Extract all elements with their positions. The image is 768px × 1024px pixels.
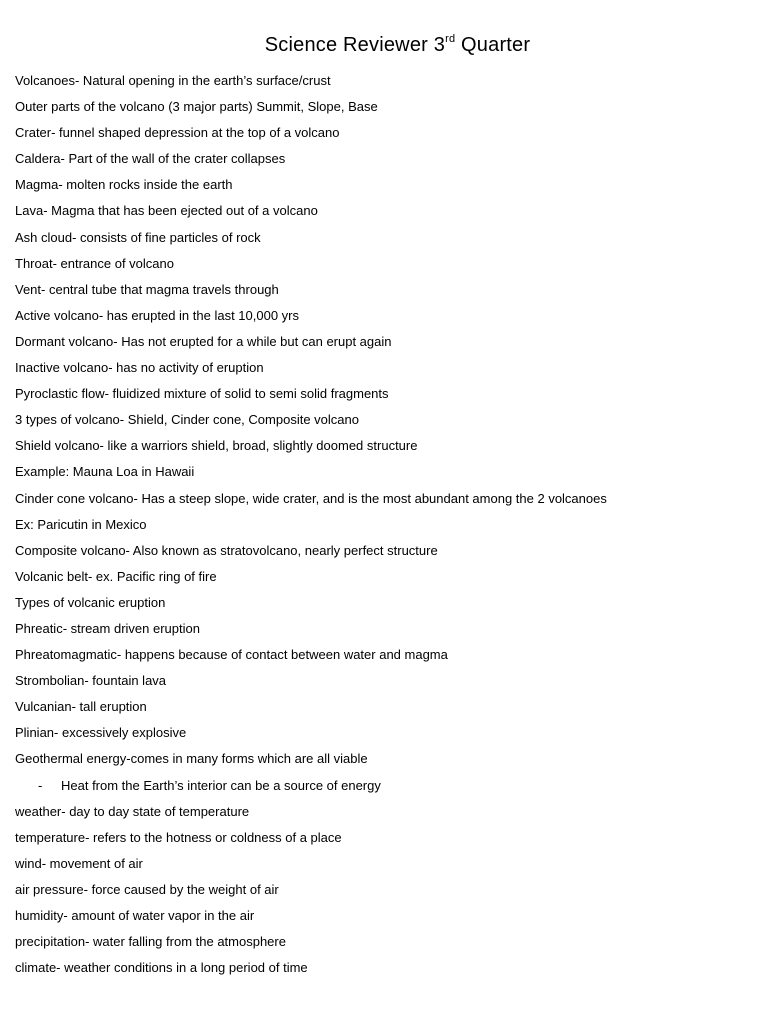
text-line: Plinian- excessively explosive [15,725,187,741]
bullet-dash: - [38,777,43,793]
text-line: Magma- molten rocks inside the earth [15,177,233,193]
text-line: Throat- entrance of volcano [15,255,174,271]
text-line: Volcanoes- Natural opening in the earth’s surface/crust [15,73,331,88]
text-line: Geothermal energy-comes in many forms which are all viable [15,751,368,767]
title-suffix: Quarter [455,34,531,56]
reviewer-lines [15,71,760,984]
text-line: Vulcanian- tall eruption [15,699,147,715]
text-line: Active volcano- has erupted in the last 10,000 yrs [15,307,299,323]
text-line: Inactive volcano- has no activity of eruption [15,360,264,376]
text-line: Crater- funnel shaped depression at the top of a volcano [15,125,340,141]
text-line: Example: Mauna Loa in Hawaii [15,464,195,480]
text-line: 3 types of volcano- Shield, Cinder cone, Composite volcano [15,412,359,428]
text-line: Cinder cone volcano- Has a steep slope, wide crater, and is the most abundant among the 2 volcanoes [15,490,607,506]
document-title [0,34,768,57]
text-line: temperature- refers to the hotness or coldness of a place [15,829,342,845]
text-line: Phreatic- stream driven eruption [15,620,200,636]
text-line: Outer parts of the volcano (3 major parts) Summit, Slope, Base [15,99,378,115]
text-line: Ash cloud- consists of fine particles of rock [15,229,261,245]
text-line: Volcanic belt- ex. Pacific ring of fire [15,568,217,584]
text-line: weather- day to day state of temperature [15,803,250,819]
text-line: Shield volcano- like a warriors shield, broad, slightly doomed structure [15,438,418,454]
text-line: Dormant volcano- Has not erupted for a while but can erupt again [15,333,392,349]
text-line: humidity- amount of water vapor in the air [15,908,255,923]
text-line: Vent- central tube that magma travels through [15,281,279,297]
text-line: Strombolian- fountain lava [15,673,167,689]
text-line: Ex: Paricutin in Mexico [15,516,147,532]
text-line: air pressure- force caused by the weight of air [15,881,279,897]
text-line: Phreatomagmatic- happens because of contact between water and magma [15,647,448,663]
title-main: Science Reviewer 3 [264,34,446,56]
text-line: Caldera- Part of the wall of the crater collapses [15,151,286,167]
text-line: Composite volcano- Also known as stratovolcano, nearly perfect structure [15,542,438,558]
text-line: precipitation- water falling from the atmosphere [15,934,286,950]
bullet-line [15,776,760,802]
text-line: Lava- Magma that has been ejected out of a volcano [15,203,318,219]
bullet-text: Heat from the Earth’s interior can be a source of energy [61,777,381,793]
text-line: Types of volcanic eruption [15,594,166,610]
text-line: Pyroclastic flow- fluidized mixture of solid to semi solid fragments [15,386,389,402]
text-line: climate- weather conditions in a long period of time [15,960,308,976]
title-superscript: rd [445,33,456,45]
text-line: wind- movement of air [15,855,143,871]
